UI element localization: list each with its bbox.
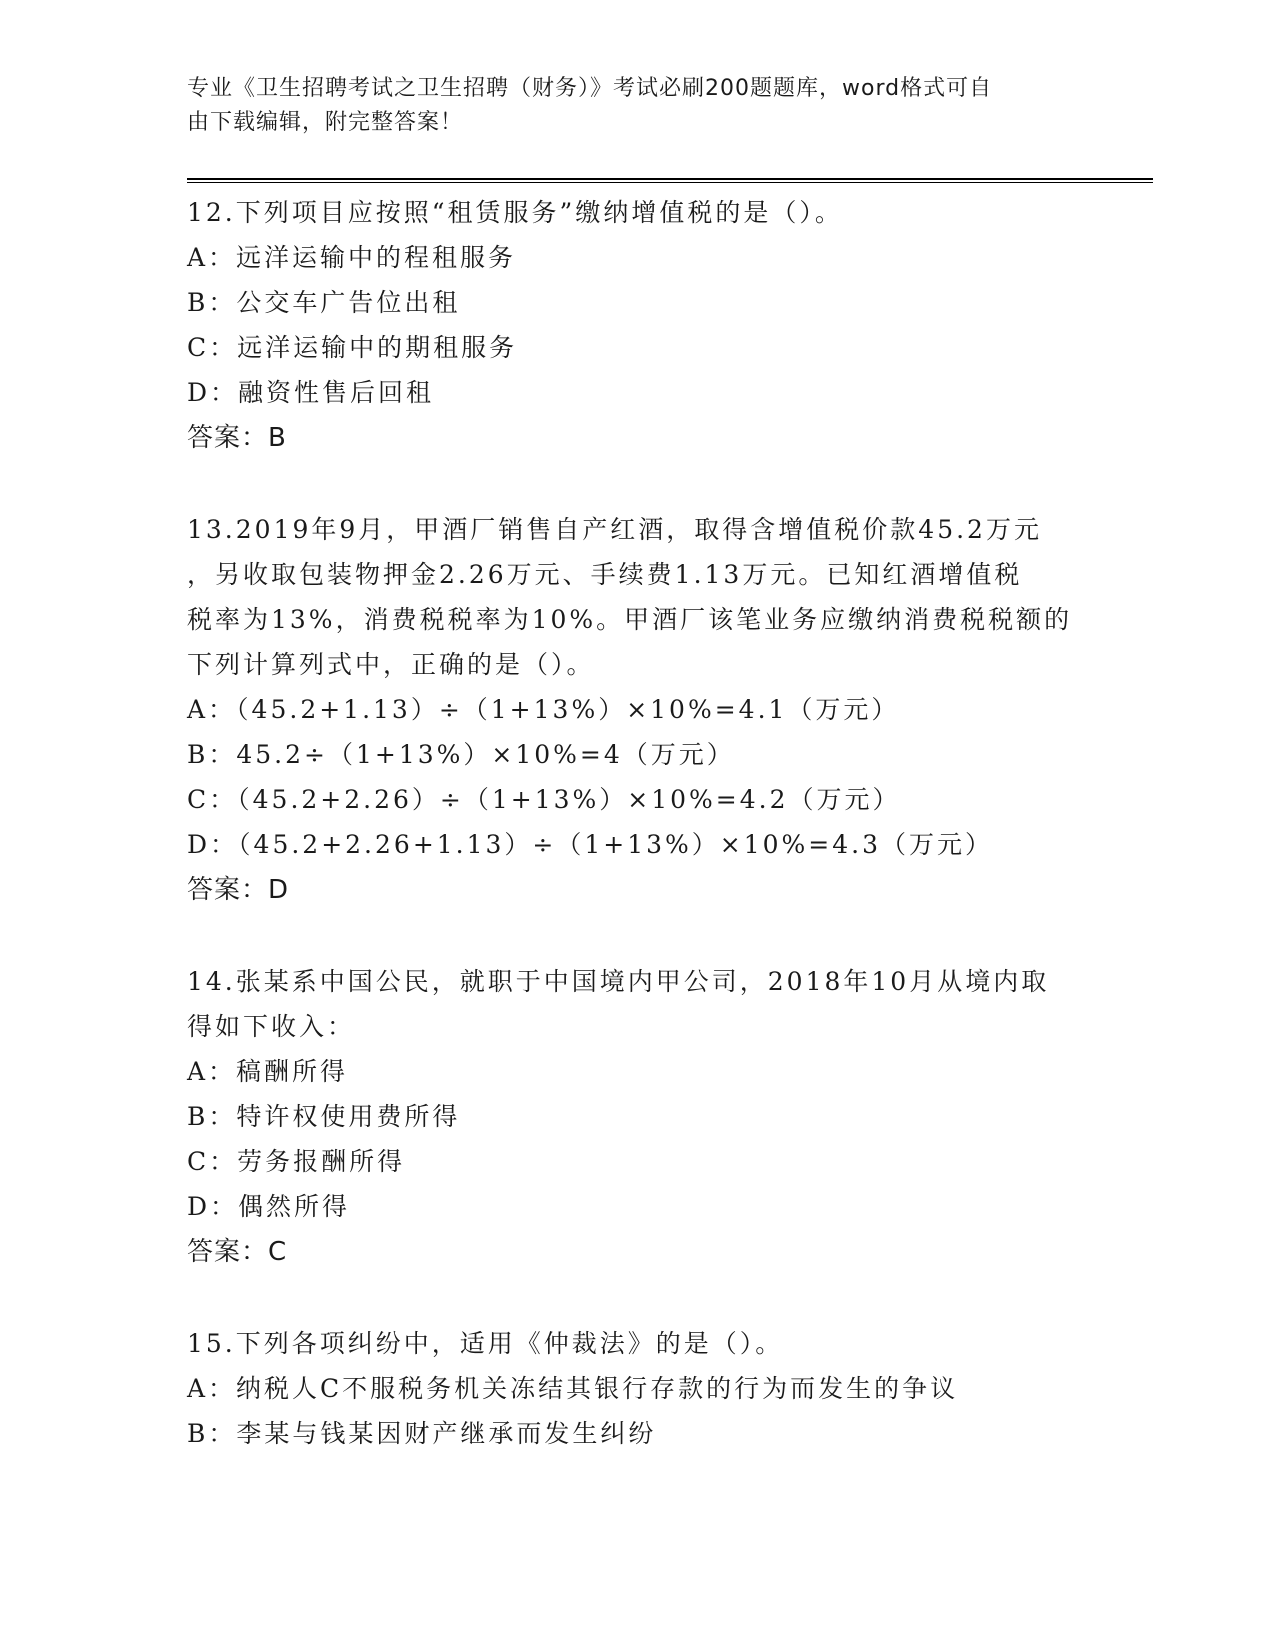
answer: 答案：D <box>187 875 290 905</box>
option-b: B：45.2÷（1+13%）×10%=4（万元） <box>187 740 735 769</box>
option-a: A：稿酬所得 <box>187 1057 349 1086</box>
option-d: D：融资性售后回租 <box>187 378 435 407</box>
question-14 <box>187 959 1087 1275</box>
option-b: B：李某与钱某因财产继承而发生纠纷 <box>187 1419 657 1448</box>
question-stem: 12.下列项目应按照“租赁服务”缴纳增值税的是（）。 <box>187 198 843 227</box>
question-13 <box>187 507 1087 913</box>
option-d: D：偶然所得 <box>187 1192 351 1221</box>
option-b: B：公交车广告位出租 <box>187 288 461 317</box>
document-header <box>187 72 1067 140</box>
question-stem: 14.张某系中国公民，就职于中国境内甲公司，2018年10月从境内取 得如下收入： <box>187 967 1050 1041</box>
header-line-2: 由下载编辑，附完整答案！ <box>187 110 464 135</box>
question-12 <box>187 190 1087 461</box>
option-c: C：远洋运输中的期租服务 <box>187 333 518 362</box>
option-b: B：特许权使用费所得 <box>187 1102 461 1131</box>
option-d: D：（45.2+2.26+1.13）÷（1+13%）×10%=4.3（万元） <box>187 830 994 859</box>
option-a: A：远洋运输中的程租服务 <box>187 243 517 272</box>
question-15 <box>187 1321 1087 1456</box>
header-line-1: 专业《卫生招聘考试之卫生招聘（财务）》考试必刷200题题库，word格式可自 <box>187 76 993 101</box>
answer: 答案：B <box>187 423 287 453</box>
option-c: C：（45.2+2.26）÷（1+13%）×10%=4.2（万元） <box>187 785 901 814</box>
header-divider-thin <box>187 182 1153 183</box>
answer: 答案：C <box>187 1237 288 1267</box>
question-stem: 15.下列各项纠纷中，适用《仲裁法》的是（）。 <box>187 1329 784 1358</box>
option-a: A：纳税人C不服税务机关冻结其银行存款的行为而发生的争议 <box>187 1374 959 1403</box>
option-a: A：（45.2+1.13）÷（1+13%）×10%=4.1（万元） <box>187 695 900 724</box>
header-divider-thick <box>187 178 1153 180</box>
question-stem: 13.2019年9月，甲酒厂销售自产红酒，取得含增值税价款45.2万元 ，另收取包装物押金2.26万元、手续费1.13万元。已知红酒增值税 税率为13%，消费税税率为10%。甲酒厂该笔业务应缴纳消费税税额的 下列计算列式中，正确的是（）。 <box>187 515 1073 679</box>
option-c: C：劳务报酬所得 <box>187 1147 406 1176</box>
question-list <box>187 190 1087 1502</box>
